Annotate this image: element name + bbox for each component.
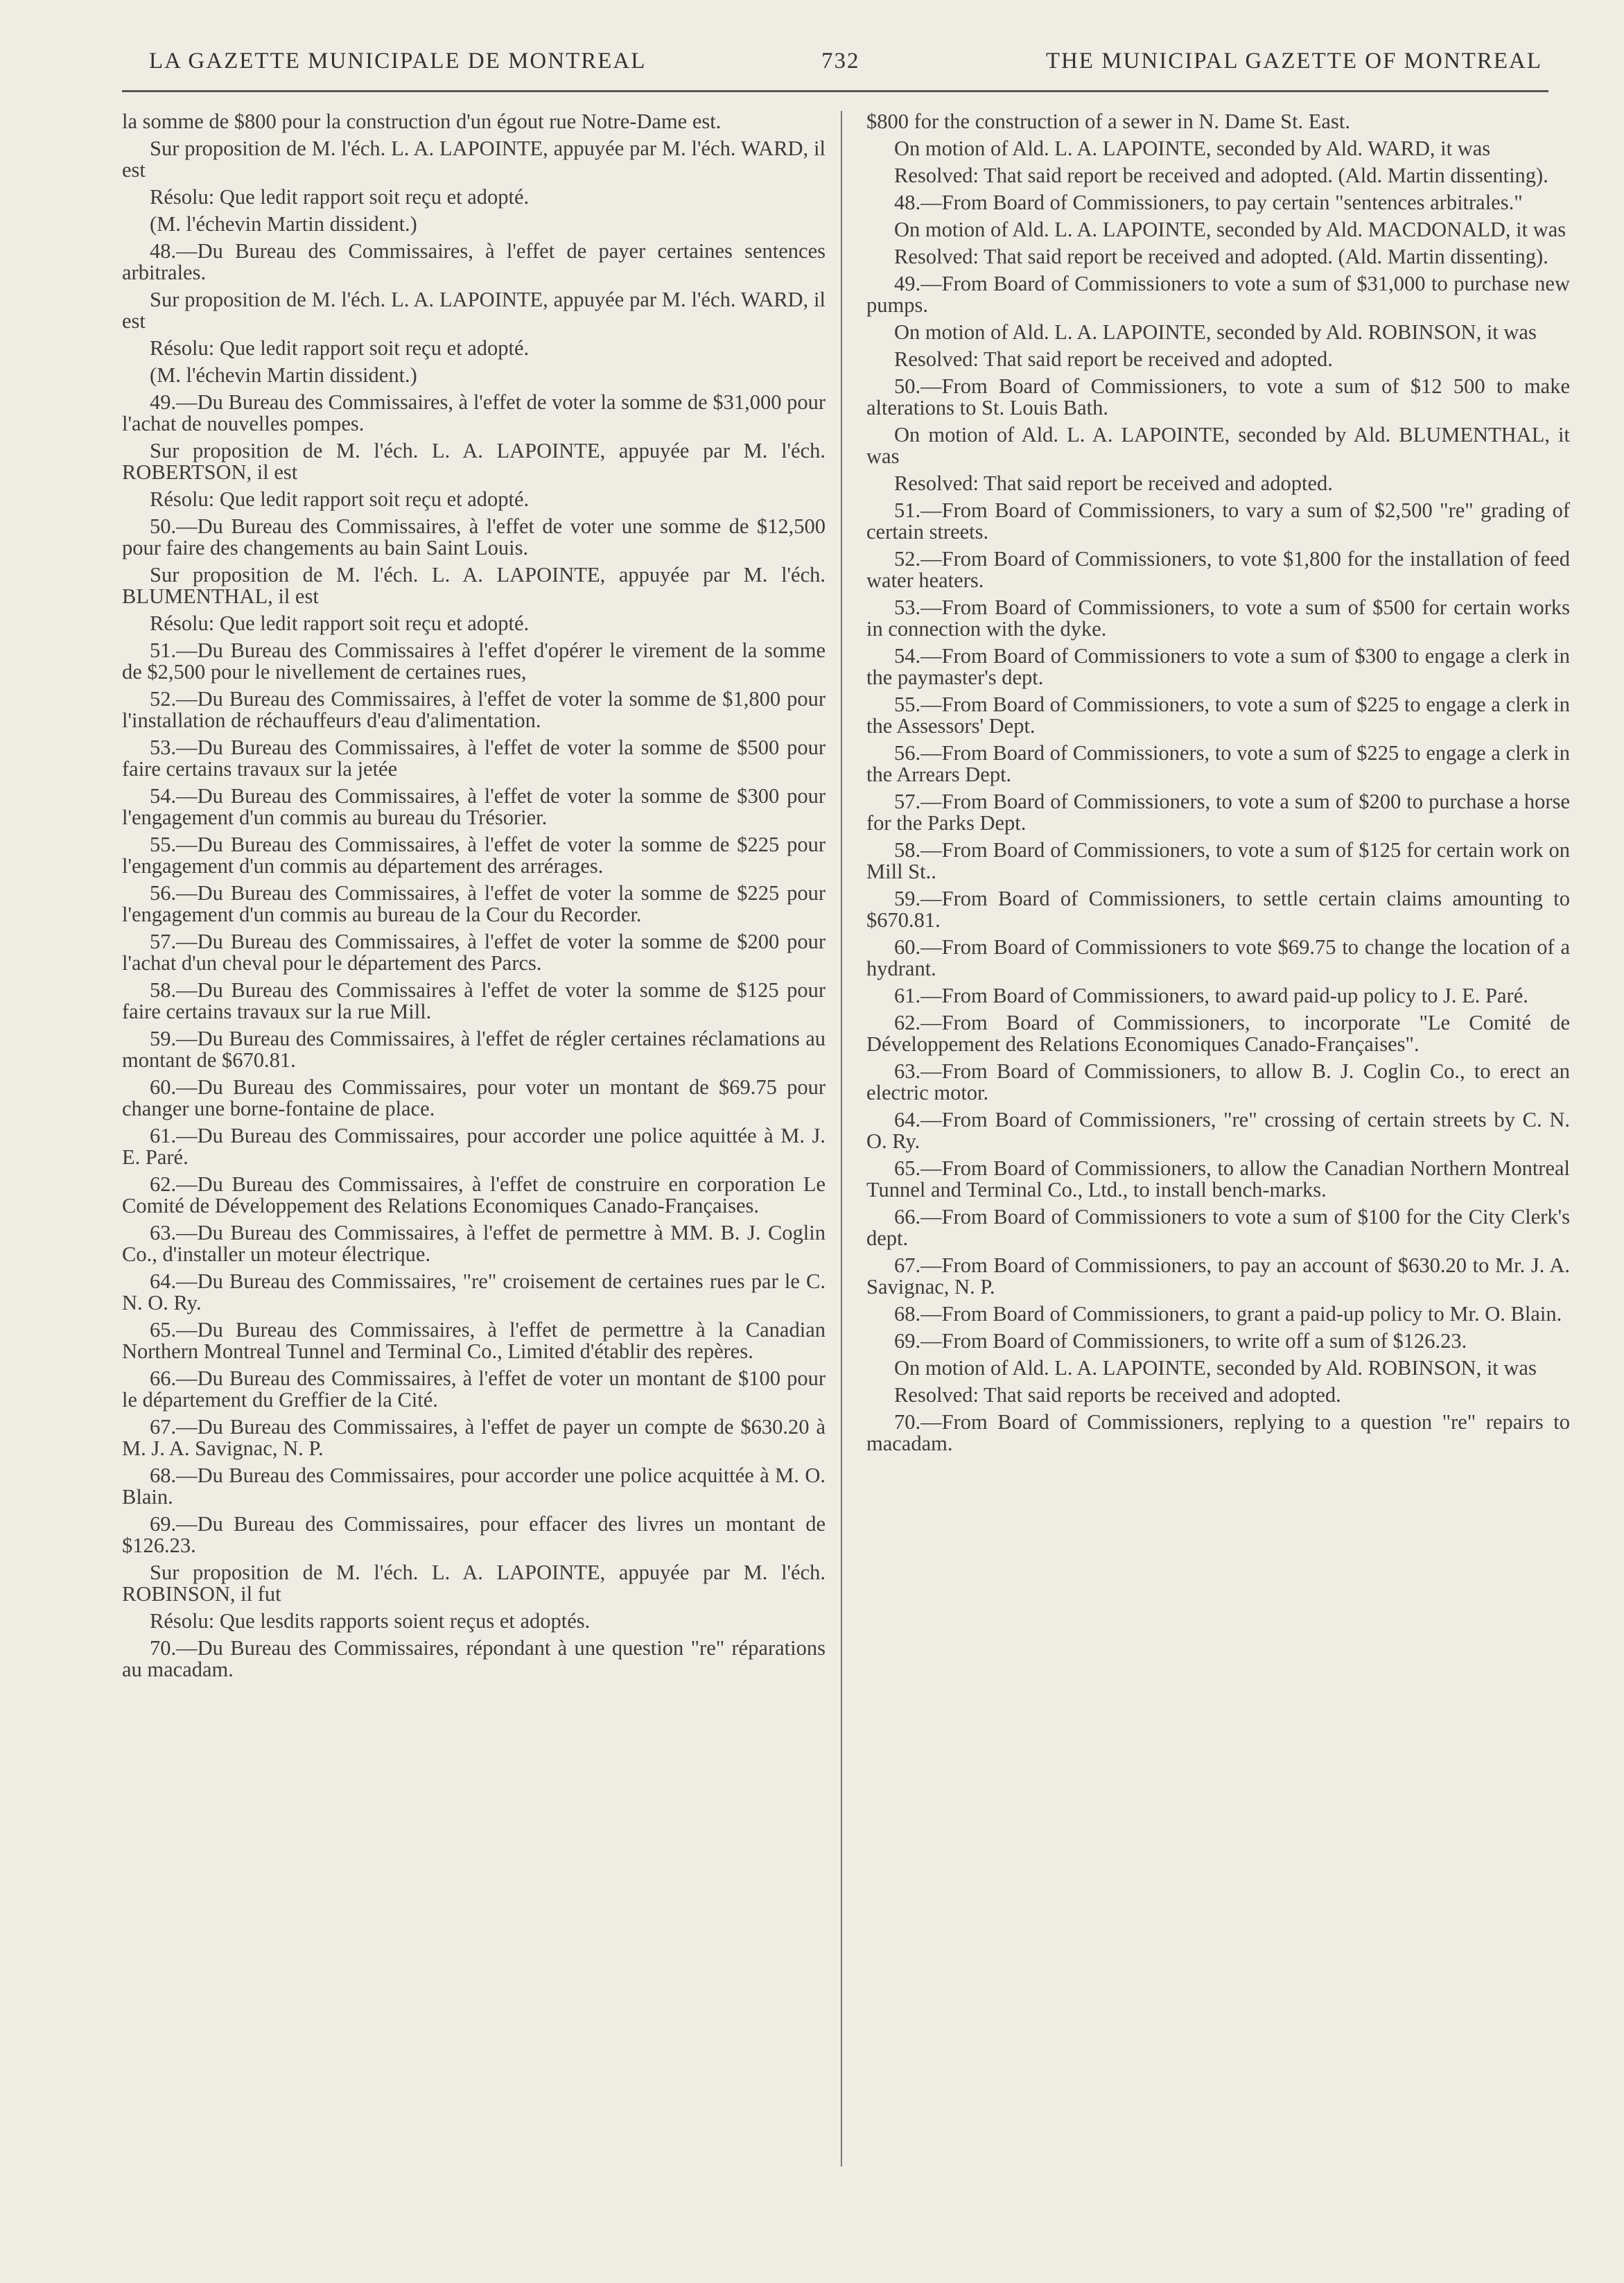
paragraph: Resolved: That said report be received and adopted. (Ald. Martin dissenting). — [894, 245, 1548, 268]
english-column — [866, 111, 1570, 1460]
paragraph: 51.—Du Bureau des Commissaires à l'effet d'opérer le virement de la somme de $2,500 pour le nivellement de certaines rues, — [122, 639, 826, 684]
paragraph: 58.—From Board of Commissioners, to vote a sum of $125 for certain work on Mill St.. — [866, 838, 1570, 883]
page-header — [149, 49, 1542, 89]
paragraph: 59.—Du Bureau des Commissaires, à l'effet de régler certaines réclamations au montant de $670.81. — [122, 1027, 826, 1072]
paragraph: 68.—Du Bureau des Commissaires, pour accorder une police acquittée à M. O. Blain. — [122, 1464, 826, 1509]
paragraph: 58.—Du Bureau des Commissaires à l'effet de voter la somme de $125 pour faire certains travaux sur la rue Mill. — [122, 978, 826, 1023]
page-number: 732 — [821, 49, 860, 73]
paragraph: 50.—Du Bureau des Commissaires, à l'effet de voter une somme de $12,500 pour faire des changements au bain Saint Louis. — [122, 514, 826, 559]
paragraph: Resolved: That said report be received and adopted. — [894, 471, 1333, 495]
paragraph: 60.—Du Bureau des Commissaires, pour voter un montant de $69.75 pour changer une borne-fontaine de place. — [122, 1075, 826, 1120]
paragraph: On motion of Ald. L. A. LAPOINTE, seconded by Ald. ROBINSON, it was — [894, 1356, 1537, 1380]
paragraph: 62.—Du Bureau des Commissaires, à l'effet de construire en corporation Le Comité de Développement des Relations Economiques Canado-Françaises. — [122, 1172, 826, 1217]
header-french-title: LA GAZETTE MUNICIPALE DE MONTREAL — [149, 49, 647, 73]
paragraph: On motion of Ald. L. A. LAPOINTE, seconded by Ald. ROBINSON, it was — [894, 320, 1537, 344]
paragraph: On motion of Ald. L. A. LAPOINTE, seconded by Ald. MACDONALD, it was — [894, 218, 1566, 241]
paragraph: 56.—Du Bureau des Commissaires, à l'effet de voter la somme de $225 pour l'engagement d'un commis au bureau de la Cour du Recorder. — [122, 881, 826, 926]
paragraph: 51.—From Board of Commissioners, to vary a sum of $2,500 "re" grading of certain streets. — [866, 498, 1570, 544]
paragraph: Resolved: That said reports be received and adopted. — [894, 1383, 1341, 1407]
column-divider — [841, 111, 842, 2167]
paragraph: 65.—Du Bureau des Commissaires, à l'effet de permettre à la Canadian Northern Montreal Tunnel and Terminal Co., Limited d'établir des repères. — [122, 1318, 826, 1363]
paragraph: Résolu: Que lesdits rapports soient reçus et adoptés. — [150, 1609, 591, 1633]
paragraph: 65.—From Board of Commissioners, to allow the Canadian Northern Montreal Tunnel and Terminal Co., Ltd., to install bench-marks. — [866, 1156, 1570, 1201]
paragraph: 56.—From Board of Commissioners, to vote a sum of $225 to engage a clerk in the Arrears Dept. — [866, 741, 1570, 786]
paragraph: 49.—From Board of Commissioners to vote a sum of $31,000 to purchase new pumps. — [866, 272, 1570, 317]
paragraph: 50.—From Board of Commissioners, to vote a sum of $12 500 to make alterations to St. Louis Bath. — [866, 374, 1570, 419]
paragraph: Résolu: Que ledit rapport soit reçu et adopté. — [150, 336, 530, 360]
paragraph: 62.—From Board of Commissioners, to incorporate "Le Comité de Développement des Relations Economiques Canado-Françaises". — [866, 1011, 1570, 1056]
paragraph: la somme de $800 pour la construction d'un égout rue Notre-Dame est. — [122, 110, 722, 133]
paragraph: Résolu: Que ledit rapport soit reçu et adopté. — [150, 487, 530, 511]
paragraph: 67.—From Board of Commissioners, to pay an account of $630.20 to Mr. J. A. Savignac, N. P. — [866, 1253, 1570, 1299]
paragraph: 67.—Du Bureau des Commissaires, à l'effet de payer un compte de $630.20 à M. J. A. Savignac, N. P. — [122, 1415, 826, 1460]
paragraph: Résolu: Que ledit rapport soit reçu et adopté. — [150, 185, 530, 209]
header-english-title: THE MUNICIPAL GAZETTE OF MONTREAL — [1045, 49, 1542, 73]
paragraph: 57.—From Board of Commissioners, to vote a sum of $200 to purchase a horse for the Parks Dept. — [866, 790, 1570, 835]
paragraph: 69.—From Board of Commissioners, to write off a sum of $126.23. — [894, 1329, 1467, 1353]
paragraph: 55.—From Board of Commissioners, to vote a sum of $225 to engage a clerk in the Assessors' Dept. — [866, 693, 1570, 738]
paragraph: 69.—Du Bureau des Commissaires, pour effacer des livres un montant de $126.23. — [122, 1512, 826, 1557]
paragraph: 59.—From Board of Commissioners, to settle certain claims amounting to $670.81. — [866, 887, 1570, 932]
paragraph: 63.—Du Bureau des Commissaires, à l'effet de permettre à MM. B. J. Coglin Co., d'installer un moteur électrique. — [122, 1221, 826, 1266]
paragraph: 52.—Du Bureau des Commissaires, à l'effet de voter la somme de $1,800 pour l'installation de réchauffeurs d'eau d'alimentation. — [122, 687, 826, 732]
paragraph: (M. l'échevin Martin dissident.) — [150, 212, 417, 236]
paragraph: Résolu: Que ledit rapport soit reçu et adopté. — [150, 611, 530, 635]
paragraph: Resolved: That said report be received and adopted. (Ald. Martin dissenting). — [894, 164, 1548, 187]
paragraph: 48.—Du Bureau des Commissaires, à l'effet de payer certaines sentences arbitrales. — [122, 239, 826, 284]
paragraph: Sur proposition de M. l'éch. L. A. LAPOINTE, appuyée par M. l'éch. WARD, il est — [122, 137, 826, 182]
paragraph: Sur proposition de M. l'éch. L. A. LAPOINTE, appuyée par M. l'éch. ROBINSON, il fut — [122, 1561, 826, 1606]
paragraph: 52.—From Board of Commissioners, to vote $1,800 for the installation of feed water heaters. — [866, 547, 1570, 592]
paragraph: 64.—Du Bureau des Commissaires, "re" croisement de certaines rues par le C. N. O. Ry. — [122, 1269, 826, 1314]
paragraph: 57.—Du Bureau des Commissaires, à l'effet de voter la somme de $200 pour l'achat d'un cheval pour le département des Parcs. — [122, 930, 826, 975]
paragraph: 53.—From Board of Commissioners, to vote a sum of $500 for certain works in connection with the dyke. — [866, 596, 1570, 641]
paragraph: Sur proposition de M. l'éch. L. A. LAPOINTE, appuyée par M. l'éch. WARD, il est — [122, 288, 826, 333]
paragraph: 60.—From Board of Commissioners to vote $69.75 to change the location of a hydrant. — [866, 935, 1570, 980]
paragraph: 61.—Du Bureau des Commissaires, pour accorder une police aquittée à M. J. E. Paré. — [122, 1124, 826, 1169]
paragraph: 54.—Du Bureau des Commissaires, à l'effet de voter la somme de $300 pour l'engagement d'un commis au bureau du Trésorier. — [122, 784, 826, 829]
paragraph: 63.—From Board of Commissioners, to allow B. J. Coglin Co., to erect an electric motor. — [866, 1059, 1570, 1104]
paragraph: 70.—From Board of Commissioners, replying to a question "re" repairs to macadam. — [866, 1410, 1570, 1455]
paragraph: 70.—Du Bureau des Commissaires, répondant à une question "re" réparations au macadam. — [122, 1636, 826, 1681]
paragraph: 53.—Du Bureau des Commissaires, à l'effet de voter la somme de $500 pour faire certains travaux sur la jetée — [122, 736, 826, 781]
paragraph: Sur proposition de M. l'éch. L. A. LAPOINTE, appuyée par M. l'éch. ROBERTSON, il est — [122, 439, 826, 484]
paragraph: On motion of Ald. L. A. LAPOINTE, seconded by Ald. BLUMENTHAL, it was — [866, 423, 1570, 468]
french-column — [122, 111, 826, 1686]
paragraph: Sur proposition de M. l'éch. L. A. LAPOINTE, appuyée par M. l'éch. BLUMENTHAL, il est — [122, 563, 826, 608]
paragraph: 68.—From Board of Commissioners, to grant a paid-up policy to Mr. O. Blain. — [894, 1302, 1562, 1326]
paragraph: 55.—Du Bureau des Commissaires, à l'effet de voter la somme de $225 pour l'engagement d'un commis au département des arrérages. — [122, 833, 826, 878]
paragraph: 66.—Du Bureau des Commissaires, à l'effet de voter un montant de $100 pour le département du Greffier de la Cité. — [122, 1366, 826, 1412]
header-rule — [122, 90, 1548, 92]
paragraph: On motion of Ald. L. A. LAPOINTE, seconded by Ald. WARD, it was — [894, 137, 1491, 160]
paragraph: 49.—Du Bureau des Commissaires, à l'effet de voter la somme de $31,000 pour l'achat de nouvelles pompes. — [122, 390, 826, 435]
paragraph: 61.—From Board of Commissioners, to award paid-up policy to J. E. Paré. — [894, 984, 1528, 1007]
paragraph: 48.—From Board of Commissioners, to pay certain "sentences arbitrales." — [894, 191, 1523, 214]
paragraph: 54.—From Board of Commissioners to vote a sum of $300 to engage a clerk in the paymaster's dept. — [866, 644, 1570, 689]
paragraph: $800 for the construction of a sewer in N. Dame St. East. — [866, 110, 1350, 133]
paragraph: Resolved: That said report be received and adopted. — [894, 347, 1333, 371]
paragraph: (M. l'échevin Martin dissident.) — [150, 363, 417, 387]
paragraph: 66.—From Board of Commissioners to vote a sum of $100 for the City Clerk's dept. — [866, 1205, 1570, 1250]
paragraph: 64.—From Board of Commissioners, "re" crossing of certain streets by C. N. O. Ry. — [866, 1108, 1570, 1153]
